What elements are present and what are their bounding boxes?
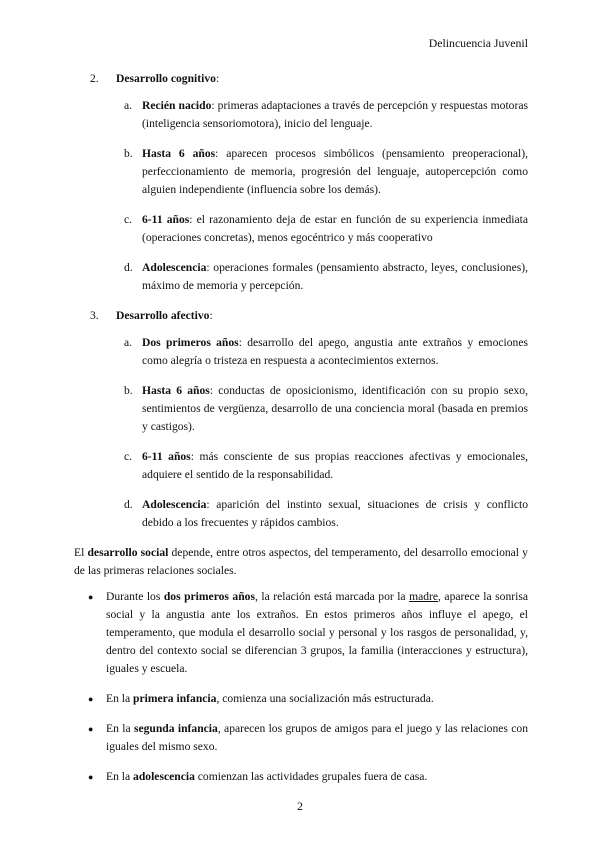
item-letter: a. xyxy=(124,99,133,112)
paragraph-term: desarrollo social xyxy=(87,546,169,559)
bullet-underlined: madre xyxy=(409,590,439,603)
bullet-icon: ● xyxy=(88,772,94,782)
section-heading: 2. Desarrollo cognitivo: xyxy=(74,70,528,88)
item-letter: b. xyxy=(124,384,133,397)
bullet-item xyxy=(88,588,528,678)
item-letter: a. xyxy=(124,336,133,349)
section-title: Desarrollo cognitivo xyxy=(116,72,216,85)
list-item xyxy=(124,259,528,295)
item-text: : conductas de oposicionismo, identificación con su propio sexo, sentimientos de vergüenza, desarrollo de una conciencia moral (basada en premios y castigos). xyxy=(142,384,528,433)
item-text: : desarrollo del apego, angustia ante extraños y emociones como alegría o tristeza en respuesta a acontecimientos externos. xyxy=(142,336,528,367)
list-item xyxy=(124,448,528,484)
section-number: 3. xyxy=(90,309,99,322)
list-item xyxy=(124,496,528,532)
item-letter: c. xyxy=(124,450,133,463)
paragraph-text: El xyxy=(74,546,88,559)
paragraph-text: depende, entre otros aspectos, del temperamento, del desarrollo emocional y de las primeras relaciones sociales. xyxy=(74,546,528,577)
item-letter: d. xyxy=(124,261,133,274)
item-text: : más consciente de sus propias reacciones afectivas y emocionales, adquiere el sentido de la responsabilidad. xyxy=(142,450,528,481)
bullet-text: , comienza una socialización más estructurada. xyxy=(216,692,434,705)
bullet-icon: ● xyxy=(88,592,94,602)
bullet-term: primera infancia xyxy=(133,692,217,705)
page-number: 2 xyxy=(297,799,303,813)
item-text: : el razonamiento deja de estar en función de su experiencia inmediata (operaciones concretas), menos egocéntrico y más cooperativo xyxy=(142,213,528,244)
bullet-text: Durante los xyxy=(106,590,164,603)
section-number: 2. xyxy=(90,72,99,85)
section-heading: 3. Desarrollo afectivo: xyxy=(74,307,528,325)
list-item xyxy=(124,145,528,199)
bullet-item xyxy=(88,720,528,756)
bullet-term: segunda infancia xyxy=(133,722,218,735)
section-title: Desarrollo afectivo xyxy=(116,309,210,322)
item-term: Dos primeros años xyxy=(142,336,239,349)
social-paragraph xyxy=(74,544,528,580)
item-letter: d. xyxy=(124,498,133,511)
list-item xyxy=(124,382,528,436)
item-text: : primeras adaptaciones a través de percepción y respuestas motoras (inteligencia sensoriomotora), inicio del lenguaje. xyxy=(142,99,529,130)
list-item xyxy=(124,211,528,247)
bullet-icon: ● xyxy=(88,694,94,704)
bullet-text: , aparecen los grupos de amigos para el juego y las relaciones con iguales del mismo sexo. xyxy=(106,722,528,753)
bullet-item xyxy=(88,768,528,786)
bullet-item xyxy=(88,690,528,708)
bullet-text: , la relación está marcada por la xyxy=(254,590,410,603)
list-item xyxy=(124,97,528,133)
list-item xyxy=(124,334,528,370)
page-header: Delincuencia Juvenil xyxy=(428,36,528,50)
item-term: Adolescencia xyxy=(142,261,207,274)
item-text: : aparición del instinto sexual, situaciones de crisis y conflicto debido a los frecuentes y rápidos cambios. xyxy=(142,498,528,529)
bullet-term: adolescencia xyxy=(133,770,195,783)
item-letter: b. xyxy=(124,147,133,160)
item-term: Hasta 6 años xyxy=(142,384,210,397)
document-body xyxy=(74,70,528,798)
bullet-text: , aparece la sonrisa social y la angustia ante los extraños. En estos primeros años influye el apego, el temperamento, que modula el desarrollo social y personal y los rasgos de personalidad, y, dentro del contexto social se diferencian 3 grupos, la familia (interacciones y estructura), iguales y escuela. xyxy=(106,590,528,675)
item-text: : aparecen procesos simbólicos (pensamiento preoperacional), perfeccionamiento de memoria, progresión del lenguaje, autopercepción como alguien independiente (influencia sobre los demás). xyxy=(142,147,528,196)
item-term: Recién nacido xyxy=(142,99,212,112)
item-term: 6-11 años xyxy=(142,213,190,226)
item-term: 6-11 años xyxy=(142,450,191,463)
item-letter: c. xyxy=(124,213,133,226)
bullet-text: En la xyxy=(106,692,134,705)
bullet-text: En la xyxy=(106,722,134,735)
bullet-text: comienzan las actividades grupales fuera de casa. xyxy=(194,770,428,783)
bullet-icon: ● xyxy=(88,724,94,734)
item-term: Adolescencia xyxy=(142,498,207,511)
item-term: Hasta 6 años xyxy=(142,147,216,160)
bullet-term: dos primeros años xyxy=(163,590,255,603)
item-text: : operaciones formales (pensamiento abstracto, leyes, conclusiones), máximo de memoria y percepción. xyxy=(142,261,528,292)
bullet-text: En la xyxy=(106,770,134,783)
